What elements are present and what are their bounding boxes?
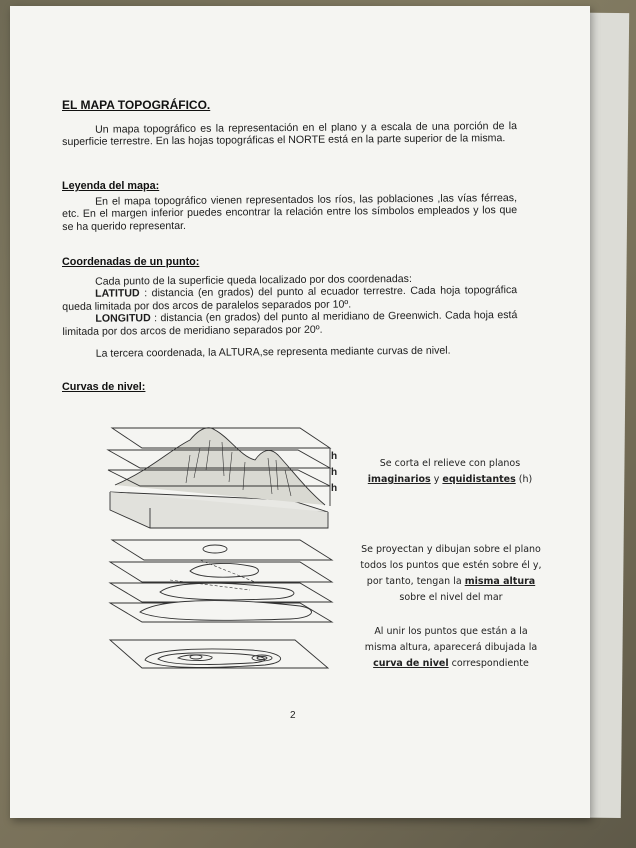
leyenda-text: En el mapa topográfico vienen representados los ríos, las poblaciones ,las vías férreas, etc. En el margen inferior puedes encontrar la relación entre los símbolos empleados y los que se ha querido representar. xyxy=(62,192,518,233)
altura-paragraph: La tercera coordenada, la ALTURA,se representa mediante curvas de nivel. xyxy=(95,344,451,360)
caption1-text: Se corta el relieve con planos xyxy=(379,458,521,469)
intro-text: Un mapa topográfico es la representación en el plano y a escala de una porción de la superficie terrestre. En las hojas topográficas el NORTE está en la parte superior de la misma. xyxy=(62,120,518,149)
height-label-1: h xyxy=(331,451,338,462)
caption1-underline-1: imaginarios xyxy=(367,474,431,485)
coordenadas-intro: Cada punto de la superficie queda localizado por dos coordenadas: xyxy=(94,272,412,288)
latitud-term: LATITUD xyxy=(95,287,140,301)
caption2-end: sobre el nivel del mar xyxy=(399,592,503,603)
projected-contours-drawing xyxy=(110,540,332,622)
caption3-end: correspondiente xyxy=(448,658,529,669)
caption-projection xyxy=(356,542,546,606)
section-heading-coordenadas: Coordenadas de un punto: xyxy=(62,256,200,268)
caption2-underline: misma altura xyxy=(464,576,536,587)
page-number: 2 xyxy=(290,710,296,721)
caption-contour-line xyxy=(361,624,541,672)
longitud-term: LONGITUD xyxy=(95,312,151,325)
page-title: EL MAPA TOPOGRÁFICO. xyxy=(62,98,211,112)
height-label-3: h xyxy=(331,483,338,494)
caption1-underline-2: equidistantes xyxy=(442,474,516,485)
sliced-relief-drawing xyxy=(108,428,330,528)
caption3-underline: curva de nivel xyxy=(373,658,449,669)
contour-map-drawing xyxy=(110,640,328,668)
caption3-text: Al unir los puntos que están a la misma altura, aparecerá dibujada la xyxy=(364,626,538,653)
section-heading-curvas: Curvas de nivel: xyxy=(62,381,146,393)
longitud-text: : distancia (en grados) del punto al meridiano de Greenwich. Cada hoja está limitada por dos arcos de meridiano separados por 20º. xyxy=(62,309,518,338)
caption-cut-relief xyxy=(350,456,550,488)
section-heading-leyenda: Leyenda del mapa: xyxy=(62,180,160,192)
latitud-text: : distancia (en grados) del punto al ecuador terrestre. Cada hoja topográfica queda limitada por dos arcos de paralelos separados por 10º. xyxy=(62,284,518,313)
height-label-2: h xyxy=(331,467,338,478)
caption1-mid: y xyxy=(430,474,443,485)
caption1-end: (h) xyxy=(515,474,533,485)
caption2-text: Se proyectan y dibujan sobre el plano todos los puntos que estén sobre él y, por tanto, tengan la xyxy=(360,544,542,587)
